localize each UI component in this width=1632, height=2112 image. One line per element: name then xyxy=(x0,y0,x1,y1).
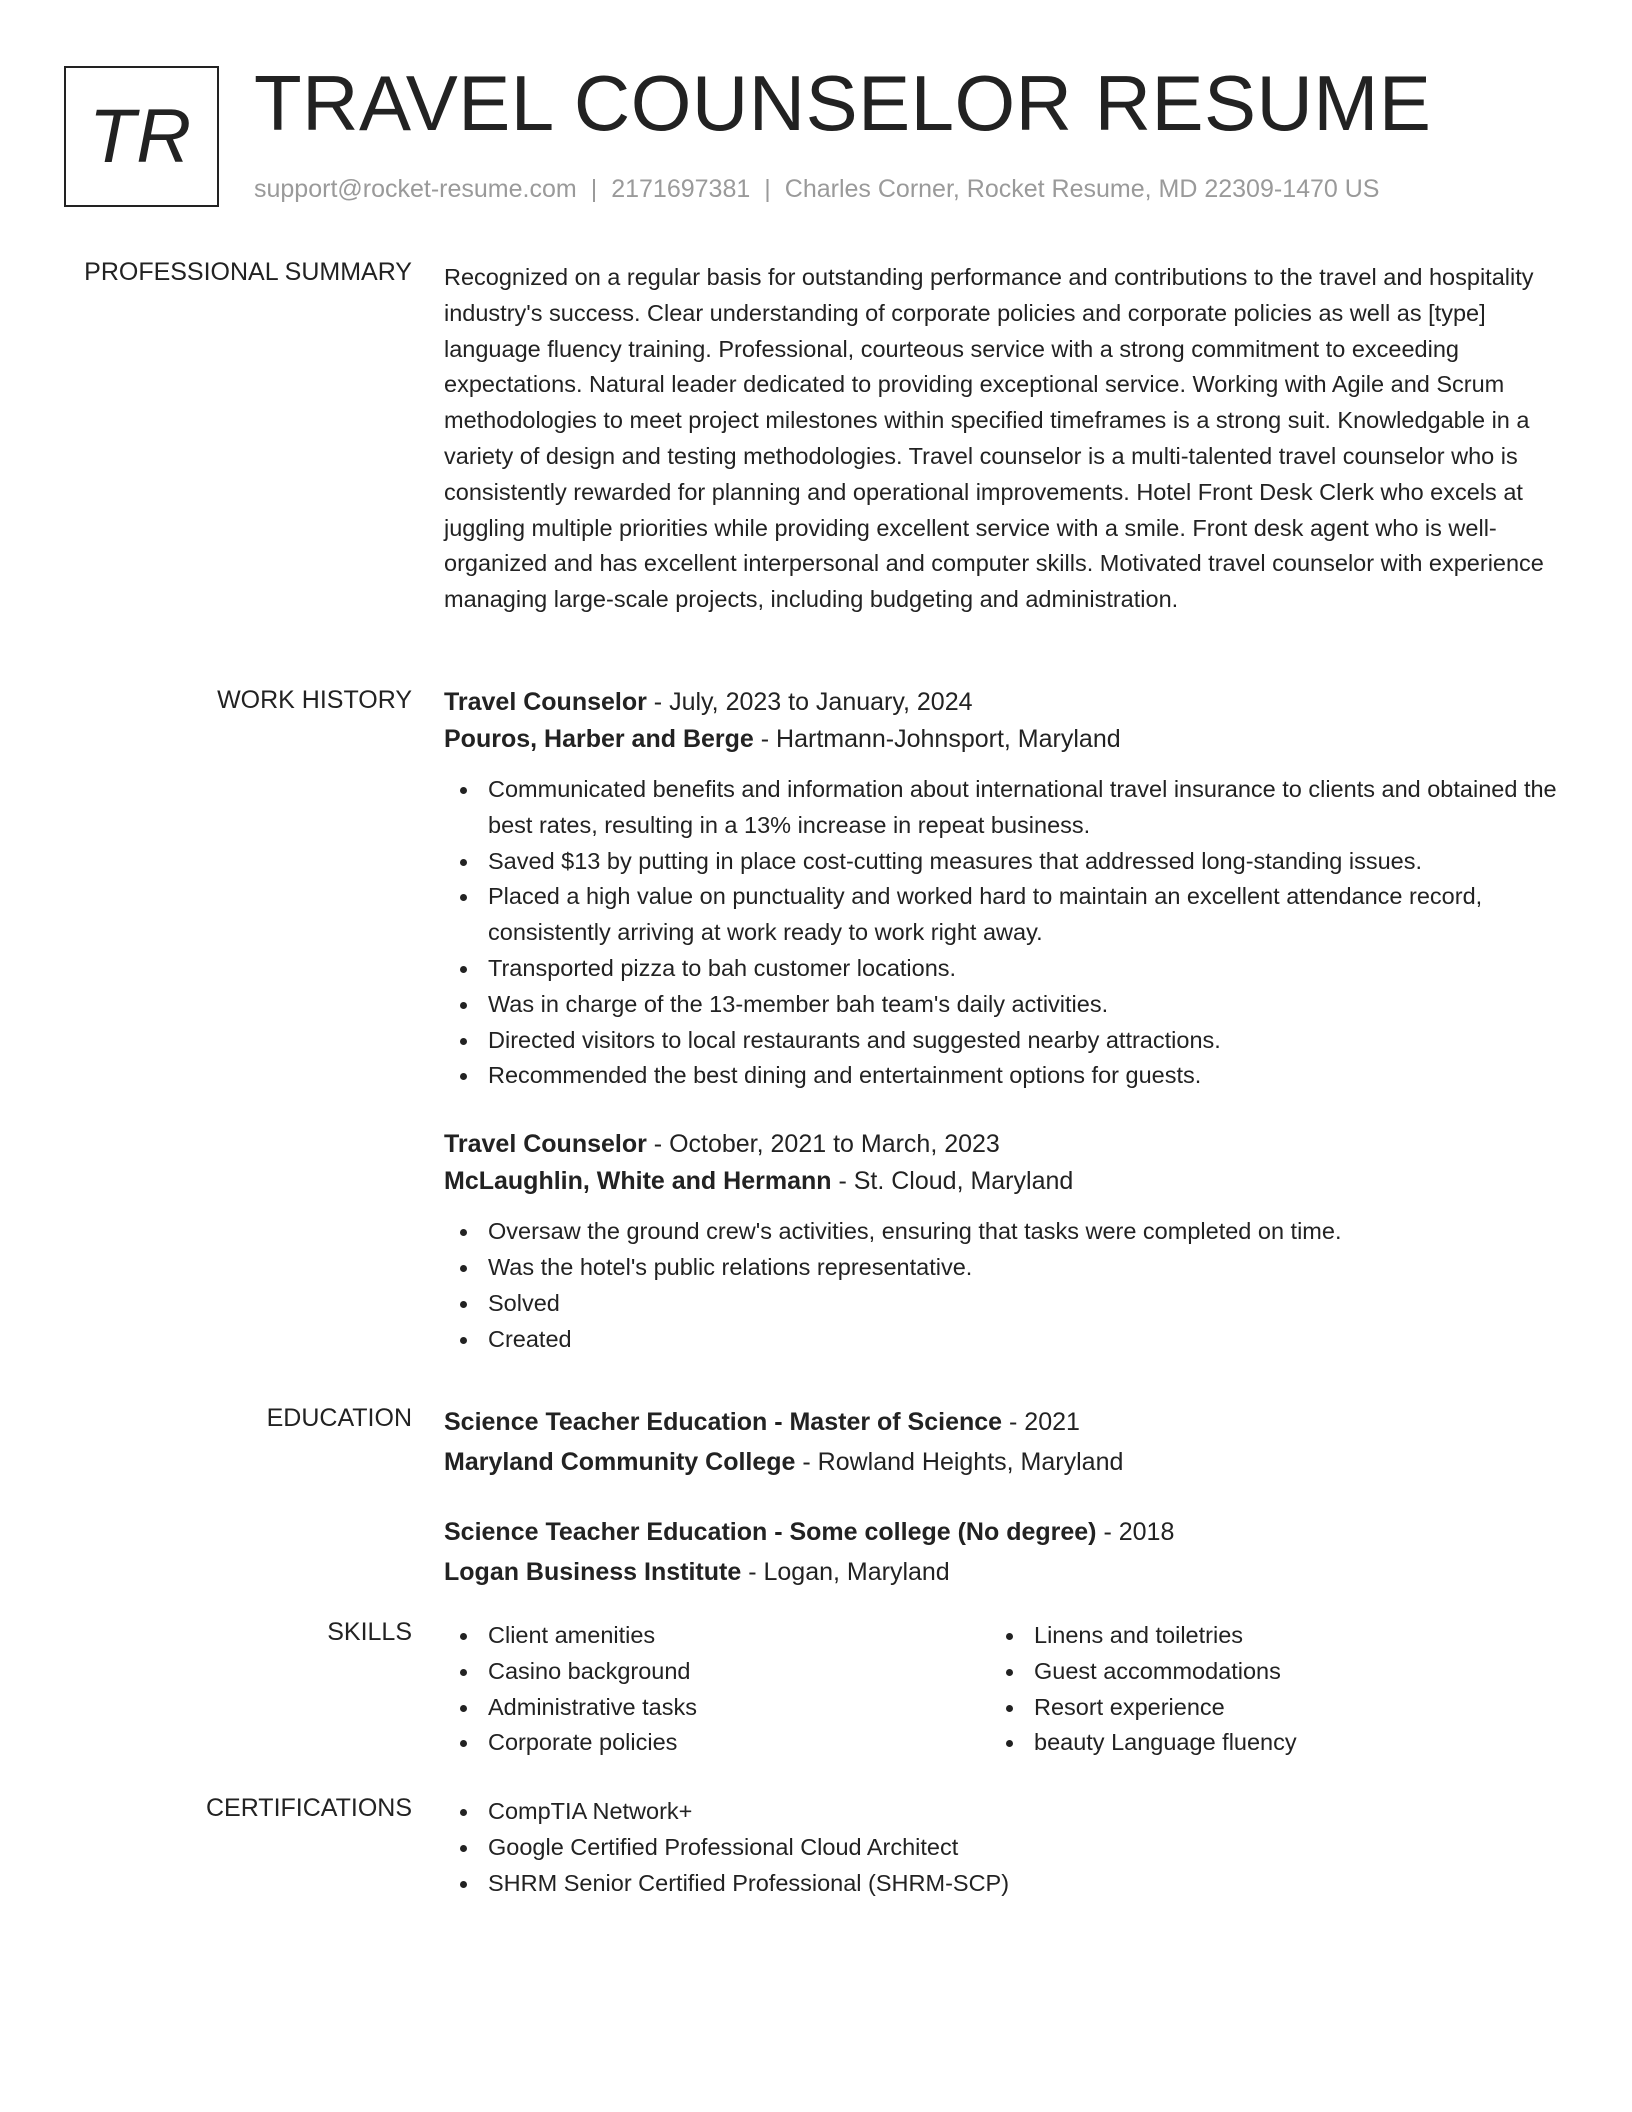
job-bullets xyxy=(444,772,1560,1094)
certifications-body xyxy=(444,1794,1560,1901)
skill-item: Resort experience xyxy=(1034,1690,1297,1726)
summary-heading: PROFESSIONAL SUMMARY xyxy=(84,258,412,286)
certification-item: Google Certified Professional Cloud Architect xyxy=(488,1830,1560,1866)
skill-item: Linens and toiletries xyxy=(1034,1618,1297,1654)
job-bullet: Transported pizza to bah customer locations. xyxy=(488,951,1560,987)
work-history-heading: WORK HISTORY xyxy=(217,686,412,714)
education-school: Logan Business Institute xyxy=(444,1558,742,1586)
job-bullet: Oversaw the ground crew's activities, ensuring that tasks were completed on time. xyxy=(488,1214,1560,1250)
skill-item: Casino background xyxy=(488,1654,990,1690)
skill-item: Administrative tasks xyxy=(488,1690,990,1726)
job-bullet: Solved xyxy=(488,1286,1560,1322)
contact-phone[interactable]: 2171697381 xyxy=(611,175,751,203)
education-body xyxy=(444,1402,1560,1592)
education-location: - Logan, Maryland xyxy=(741,1558,950,1586)
monogram-logo xyxy=(64,66,219,207)
skills-list xyxy=(990,1618,1297,1761)
education-year: - 2018 xyxy=(1096,1518,1175,1546)
certifications-heading: CERTIFICATIONS xyxy=(205,1794,412,1822)
contact-address: Charles Corner, Rocket Resume, MD 22309-1470 US xyxy=(784,175,1380,203)
job-dates: - October, 2021 to March, 2023 xyxy=(646,1130,1000,1159)
job-company: McLaughlin, White and Hermann xyxy=(444,1167,832,1196)
education-degree: Science Teacher Education - Master of Science xyxy=(444,1408,1003,1436)
job-bullet: Communicated benefits and information about international travel insurance to clients and obtained the best rates, resulting in a 13% increase in repeat business. xyxy=(488,772,1560,844)
contact-email[interactable]: support@rocket-resume.com xyxy=(254,175,577,203)
education-school-line xyxy=(444,1552,1560,1592)
education-degree: Science Teacher Education - Some college (No degree) xyxy=(444,1518,1097,1546)
job-location: - Hartmann-Johnsport, Maryland xyxy=(753,725,1121,753)
education-degree-line xyxy=(444,1512,1560,1552)
job-title: Travel Counselor xyxy=(444,1130,647,1159)
summary-body xyxy=(444,260,1560,618)
education-heading: EDUCATION xyxy=(266,1404,412,1432)
education-school-line xyxy=(444,1442,1560,1482)
contact-separator: | xyxy=(764,175,771,203)
job-bullet: Saved $13 by putting in place cost-cutting measures that addressed long-standing issues. xyxy=(488,844,1560,880)
job-company-line xyxy=(444,1163,1560,1200)
skill-item: Guest accommodations xyxy=(1034,1654,1297,1690)
job-entry xyxy=(444,684,1560,1094)
certification-item: CompTIA Network+ xyxy=(488,1794,1560,1830)
skills-body xyxy=(444,1618,1560,1761)
skill-item: Corporate policies xyxy=(488,1725,990,1761)
job-bullet: Recommended the best dining and entertainment options for guests. xyxy=(488,1058,1560,1094)
education-year: - 2021 xyxy=(1002,1408,1080,1436)
contact-separator: | xyxy=(590,175,598,203)
summary-text: Recognized on a regular basis for outstanding performance and contributions to the travel and hospitality industry's success. Clear understanding of corporate policies and corporate policies as well as [type] language fluency training. Professional, courteous service with a strong commitment to exceeding expectations. Natural leader dedicated to providing exceptional service. Working with Agile and Scrum methodologies to meet project milestones within specified timeframes is a strong suit. Knowledgable in a variety of design and testing methodologies. Travel counselor is a multi-talented travel counselor who is consistently rewarded for planning and operational improvements. Hotel Front Desk Clerk who excels at juggling multiple priorities while providing excellent service with a smile. Front desk agent who is well-organized and has excellent interpersonal and computer skills. Motivated travel counselor with experience managing large-scale projects, including budgeting and administration. xyxy=(444,264,1544,613)
education-entry xyxy=(444,1512,1560,1592)
job-title-line xyxy=(444,684,1560,721)
job-dates: - July, 2023 to January, 2024 xyxy=(646,688,973,716)
job-location: - St. Cloud, Maryland xyxy=(831,1167,1074,1196)
monogram-text: TR xyxy=(88,94,193,179)
education-school: Maryland Community College xyxy=(444,1448,796,1476)
resume-title: TRAVEL COUNSELOR RESUME xyxy=(254,59,1432,147)
job-title-line xyxy=(444,1126,1560,1163)
skills-column-1 xyxy=(444,1618,990,1761)
job-entry xyxy=(444,1126,1560,1357)
skills-list xyxy=(444,1618,990,1761)
skills-heading: SKILLS xyxy=(327,1618,412,1646)
certification-item: SHRM Senior Certified Professional (SHRM-SCP) xyxy=(488,1866,1560,1902)
skills-columns xyxy=(444,1618,1560,1761)
skills-column-2 xyxy=(990,1618,1297,1761)
education-degree-line xyxy=(444,1402,1560,1442)
skill-item: Client amenities xyxy=(488,1618,990,1654)
education-location: - Rowland Heights, Maryland xyxy=(795,1448,1124,1476)
certifications-list xyxy=(444,1794,1560,1901)
contact-line xyxy=(254,175,1379,204)
job-bullet: Created xyxy=(488,1322,1560,1358)
job-company: Pouros, Harber and Berge xyxy=(444,725,754,753)
job-company-line xyxy=(444,721,1560,758)
job-bullets xyxy=(444,1214,1560,1357)
job-bullet: Placed a high value on punctuality and worked hard to maintain an excellent attendance record, consistently arriving at work ready to work right away. xyxy=(488,879,1560,951)
work-history-body xyxy=(444,684,1560,1357)
job-bullet: Was the hotel's public relations representative. xyxy=(488,1250,1560,1286)
skill-item: beauty Language fluency xyxy=(1034,1725,1297,1761)
job-title: Travel Counselor xyxy=(444,688,647,716)
education-entry xyxy=(444,1402,1560,1482)
job-bullet: Directed visitors to local restaurants and suggested nearby attractions. xyxy=(488,1023,1560,1059)
job-bullet: Was in charge of the 13-member bah team's daily activities. xyxy=(488,987,1560,1023)
